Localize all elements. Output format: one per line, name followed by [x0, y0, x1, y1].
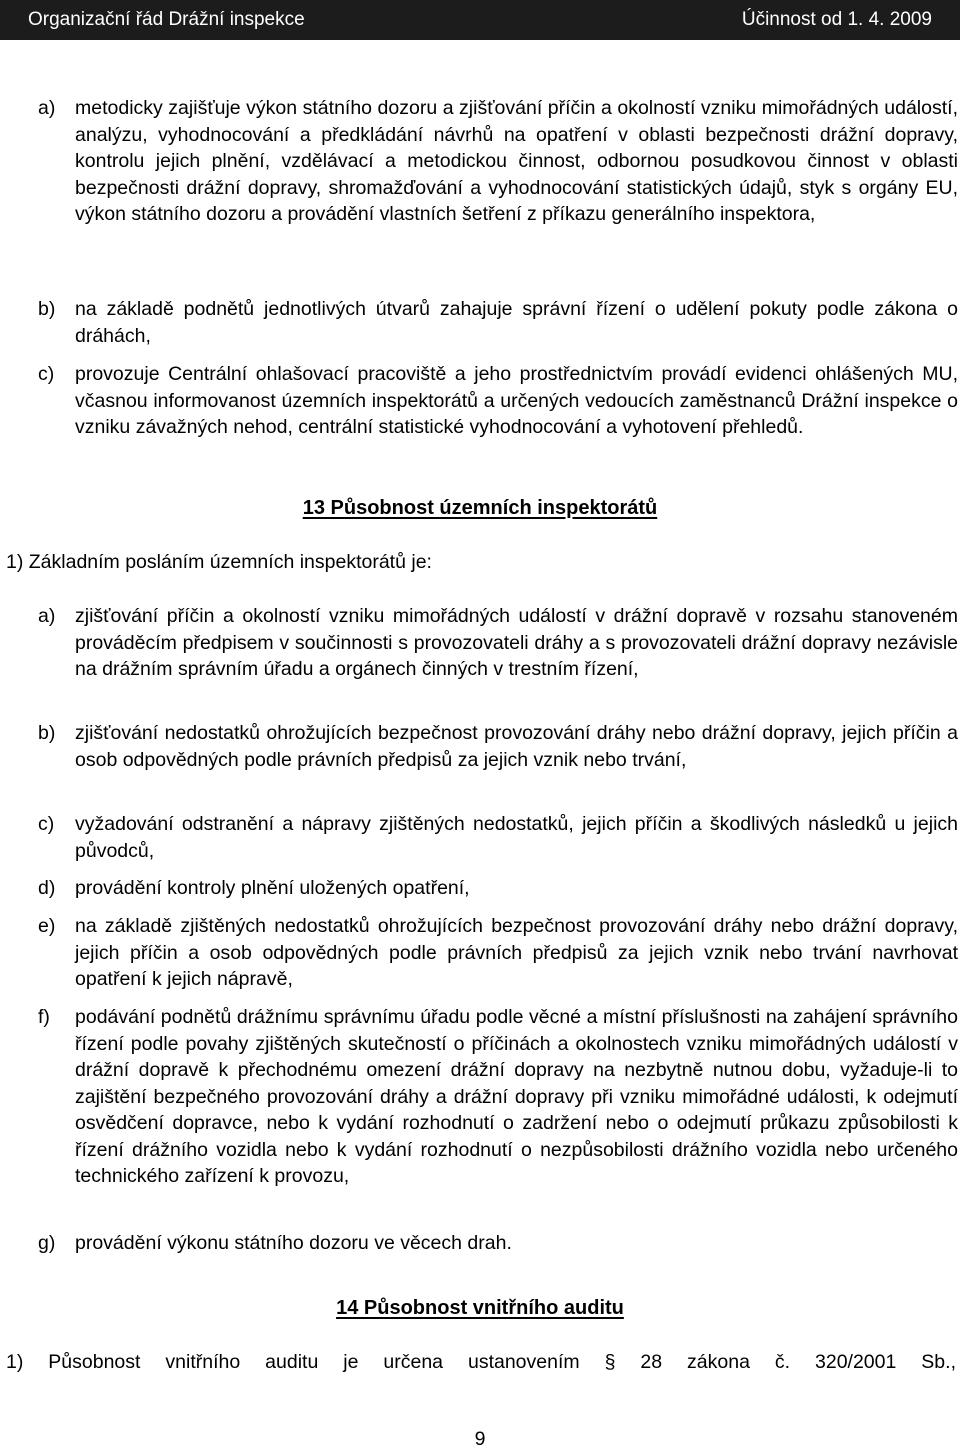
item-letter: a) — [38, 605, 56, 627]
item-text: provozuje Centrální ohlašovací pracoviště a jeho prostřednictvím provádí evidenci ohlášených MU, včasnou informovanost územních inspektorátů a určených vedoucích zaměstnanců Drážní inspekce o vzniku závažných nehod, centrální statistické vyhodnocování a vyhotovení přehledů. — [75, 363, 958, 438]
section-heading — [0, 1294, 960, 1322]
header-effective-date: Účinnost od 1. 4. 2009 — [741, 9, 932, 30]
item-letter: g) — [38, 1232, 56, 1254]
page-header — [0, 0, 960, 40]
section-heading-text: 14 Působnost vnitřního auditu — [336, 1297, 624, 1319]
item-letter: a) — [38, 97, 56, 119]
list-item — [38, 95, 958, 228]
item-text: metodicky zajišťuje výkon státního dozoru a zjišťování příčin a okolností vzniku mimořádných událostí, analýzu, vyhodnocování a předkládání návrhů na opatření v oblasti bezpečnosti drážní dopravy, kontrolu jejich plnění, vzdělávací a metodickou činnost, odbornou posudkovou činnost v oblasti bezpečnosti drážní dopravy, shromažďování a vyhodnocování statistických údajů, styk s orgány EU, výkon státního dozoru a provádění vlastních šetření z příkazu generálního inspektora, — [75, 97, 958, 225]
header-title: Organizační řád Drážní inspekce — [28, 9, 305, 30]
page-number: 9 — [474, 1428, 486, 1450]
item-text: zjišťování nedostatků ohrožujících bezpečnost provozování dráhy nebo drážní dopravy, jejich příčin a osob odpovědných podle právních předpisů za jejich vznik nebo trvání, — [75, 722, 958, 771]
item-letter: b) — [38, 298, 56, 320]
item-text: na základě podnětů jednotlivých útvarů zahajuje správní řízení o udělení pokuty podle zákona o dráhách, — [75, 298, 958, 347]
item-text: provádění kontroly plnění uložených opatření, — [75, 877, 470, 899]
list-item — [38, 1004, 958, 1190]
item-letter: d) — [38, 877, 56, 899]
item-letter: e) — [38, 915, 56, 937]
section-intro: 1) Základním posláním územních inspektorátů je: — [6, 551, 432, 573]
item-text: vyžadování odstranění a nápravy zjištěných nedostatků, jejich příčin a škodlivých následků u jejich původců, — [75, 813, 958, 862]
item-text: zjišťování příčin a okolností vzniku mimořádných událostí v drážní dopravě v rozsahu stanoveném prováděcím předpisem v součinnosti s provozovateli dráhy a s provozovateli drážní dopravy nezávisle na drážním správním úřadu a orgánech činných v trestním řízení, — [75, 605, 958, 680]
item-letter: c) — [38, 363, 55, 385]
item-letter: f) — [38, 1006, 50, 1028]
item-text: podávání podnětů drážnímu správnímu úřadu podle věcné a místní příslušnosti na zahájení správního řízení podle povahy zjištěných skutečností o příčinách a okolnostech vzniku mimořádných událostí v drážní dopravě k přechodnému omezení drážní dopravy na nezbytně nutnou dobu, vyžaduje-li to zajištění bezpečného provozování dráhy a drážní dopravy při vzniku mimořádné události, k odejmutí osvědčení dopravce, nebo k vydání rozhodnutí o zadržení nebo o odejmutí průkazu způsobilosti k řízení drážního vozidla nebo k vydání rozhodnutí o nezpůsobilosti drážního vozidla nebo určeného technického zařízení k provozu, — [75, 1006, 958, 1187]
item-text: provádění výkonu státního dozoru ve věcech drah. — [75, 1232, 512, 1254]
item-letter: b) — [38, 722, 56, 744]
section-heading-text: 13 Působnost územních inspektorátů — [302, 497, 658, 519]
section-heading — [0, 494, 960, 522]
list-item — [38, 603, 958, 683]
section-intro: 1) Působnost vnitřního auditu je určena ustanovením § 28 zákona č. 320/2001 Sb., — [6, 1351, 956, 1373]
list-item — [38, 1230, 958, 1257]
list-item — [38, 913, 958, 993]
item-text: na základě zjištěných nedostatků ohrožujících bezpečnost provozování dráhy nebo drážní dopravy, jejich příčin a osob odpovědných podle právních předpisů za jejich vznik nebo trvání navrhovat opatření k jejich nápravě, — [75, 915, 958, 990]
list-item — [38, 811, 958, 864]
list-item — [38, 361, 958, 441]
item-letter: c) — [38, 813, 55, 835]
list-item — [38, 875, 958, 902]
list-item — [38, 720, 958, 773]
list-item — [38, 296, 958, 349]
